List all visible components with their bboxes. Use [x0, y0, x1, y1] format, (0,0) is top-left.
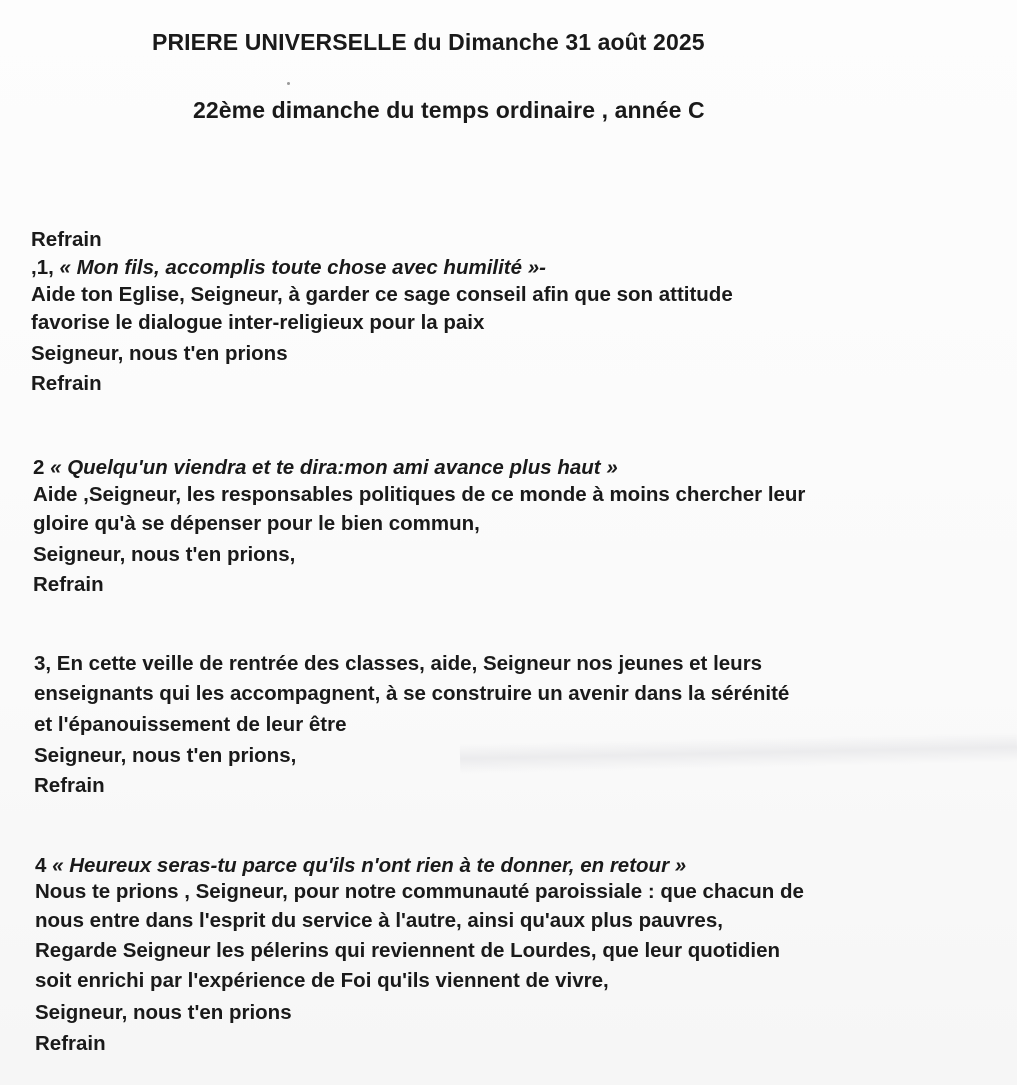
intention-2-refrain: Refrain [33, 573, 104, 596]
intention-2-heading [33, 456, 618, 480]
intention-2-line-1: Aide ,Seigneur, les responsables politiques de ce monde à moins chercher leur [33, 483, 806, 506]
intro-refrain: Refrain [31, 228, 102, 251]
paper-speck [287, 82, 290, 85]
intention-2-quote: « Quelqu'un viendra et te dira:mon ami avance plus haut » [50, 456, 618, 479]
intention-1-number: ,1, [31, 256, 60, 279]
intention-4-response: Seigneur, nous t'en prions [35, 1001, 292, 1024]
paper-fold-shadow [460, 732, 1017, 774]
intention-1-line-1: Aide ton Eglise, Seigneur, à garder ce sage conseil afin que son attitude [31, 283, 733, 306]
intention-3-response: Seigneur, nous t'en prions, [34, 744, 297, 767]
intention-3-line-1: 3, En cette veille de rentrée des classes, aide, Seigneur nos jeunes et leurs [34, 652, 763, 675]
intention-4-heading [35, 854, 686, 878]
intention-2-line-2: gloire qu'à se dépenser pour le bien commun, [33, 512, 480, 535]
intention-1-refrain: Refrain [31, 372, 102, 395]
intention-1-quote: « Mon fils, accomplis toute chose avec humilité »- [59, 256, 546, 279]
intention-2-response: Seigneur, nous t'en prions, [33, 543, 296, 566]
intention-1-line-2: favorise le dialogue inter-religieux pour la paix [31, 311, 485, 334]
document-subtitle: 22ème dimanche du temps ordinaire , année C [193, 97, 705, 123]
intention-4-quote: « Heureux seras-tu parce qu'ils n'ont rien à te donner, en retour » [52, 854, 687, 877]
intention-2-number: 2 [33, 456, 51, 479]
intention-3-line-3: et l'épanouissement de leur être [34, 713, 347, 736]
intention-4-line-2: nous entre dans l'esprit du service à l'autre, ainsi qu'aux plus pauvres, [35, 909, 723, 932]
intention-4-number: 4 [35, 854, 53, 877]
intention-1-response: Seigneur, nous t'en prions [31, 342, 288, 365]
intention-4-line-4: soit enrichi par l'expérience de Foi qu'ils viennent de vivre, [35, 969, 609, 992]
intention-4-line-1: Nous te prions , Seigneur, pour notre communauté paroissiale : que chacun de [35, 880, 804, 903]
document-title: PRIERE UNIVERSELLE du Dimanche 31 août 2025 [152, 29, 705, 55]
intention-4-line-3: Regarde Seigneur les pélerins qui reviennent de Lourdes, que leur quotidien [35, 939, 780, 962]
intention-3-refrain: Refrain [34, 774, 105, 797]
intention-3-line-2: enseignants qui les accompagnent, à se construire un avenir dans la sérénité [34, 682, 790, 705]
intention-4-refrain: Refrain [35, 1032, 106, 1055]
intention-1-heading [31, 256, 546, 280]
